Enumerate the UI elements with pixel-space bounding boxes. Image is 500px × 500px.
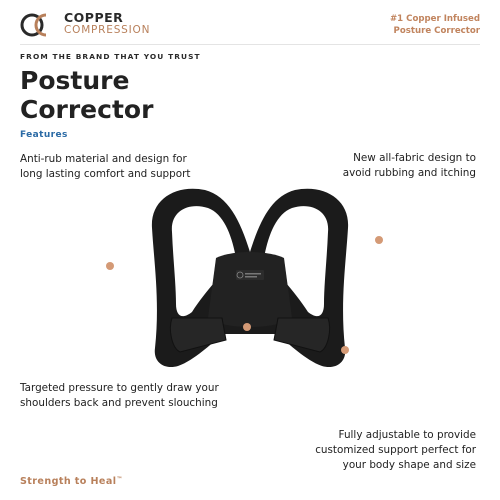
callout-anti-rub-line2: long lasting comfort and support (20, 168, 191, 180)
callout-fabric-line1: New all-fabric design to (353, 152, 476, 164)
callout-dot (243, 323, 251, 331)
brand-name-line1: COPPER (64, 10, 124, 25)
callout-anti-rub-line1: Anti-rub material and design for (20, 153, 187, 165)
callout-adjustable-line2: customized support perfect for (315, 444, 476, 456)
callout-dot (106, 262, 114, 270)
brand-trust-tagline: FROM THE BRAND THAT YOU TRUST (20, 52, 201, 61)
callout-pressure-line1: Targeted pressure to gently draw your (20, 382, 219, 394)
callout-fabric (343, 151, 476, 181)
header-badge-line1: #1 Copper Infused (389, 14, 480, 24)
trademark-symbol: ™ (116, 476, 123, 483)
callout-anti-rub (20, 152, 190, 182)
page-title-line1: Posture (20, 66, 130, 95)
callout-adjustable (315, 428, 476, 473)
footer-slogan-text: Strength to Heal (20, 476, 117, 487)
features-heading: Features (20, 130, 68, 140)
page-title-line2: Corrector (20, 95, 154, 124)
callout-pressure (20, 381, 219, 411)
callout-fabric-line2: avoid rubbing and itching (342, 167, 476, 179)
header-badge-line2: Posture Corrector (393, 26, 480, 36)
brand-name-line2: COMPRESSION (64, 24, 151, 36)
callout-adjustable-line1: Fully adjustable to provide (338, 429, 476, 441)
callout-dot (375, 236, 383, 244)
callout-dot (341, 346, 349, 354)
footer-slogan (20, 476, 123, 487)
callout-adjustable-line3: your body shape and size (342, 459, 476, 471)
callout-pressure-line2: shoulders back and prevent slouching (20, 397, 218, 409)
